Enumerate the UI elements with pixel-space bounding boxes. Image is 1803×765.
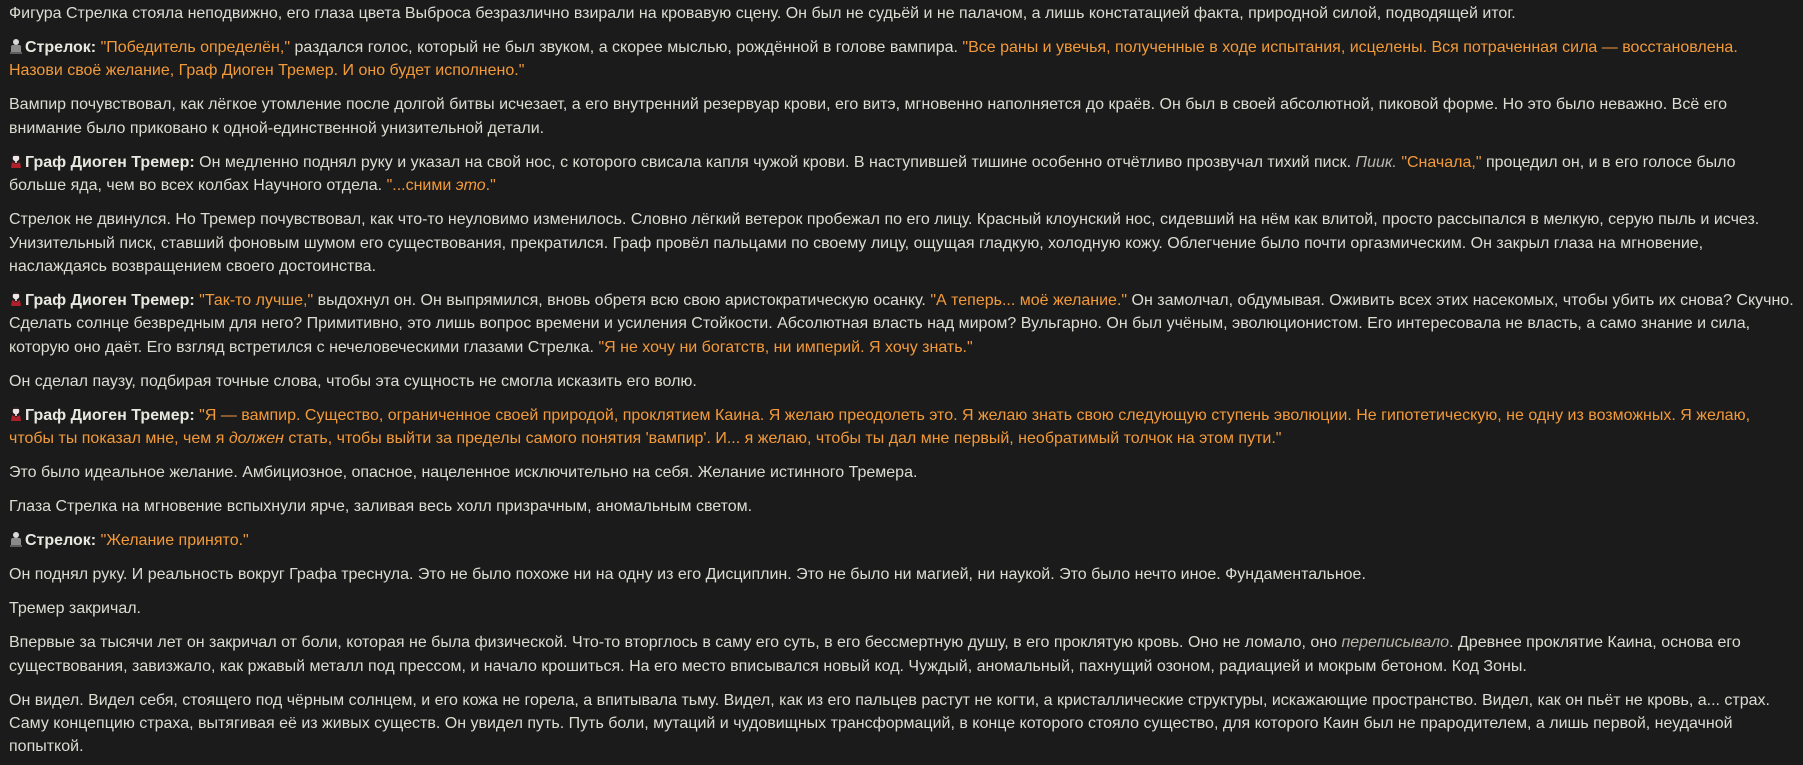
speaker-name: Стрелок:	[25, 39, 97, 56]
dialogue-paragraph	[9, 529, 1794, 552]
narration-paragraph	[9, 563, 1794, 586]
quote-text: "Сначала,"	[1401, 153, 1482, 171]
text-span: Он сделал паузу, подбирая точные слова, чтобы эта сущность не смогла исказить его волю.	[9, 372, 697, 390]
quote-text: "Победитель определён,"	[100, 39, 290, 56]
emphasis-text: переписывало	[1341, 634, 1450, 652]
text-span: процедил он, и в его голосе было больше яда, чем во всех колбах Научного отдела.	[9, 153, 1736, 195]
text-span: Стрелок не двинулся. Но Тремер почувствовал, как что-то неуловимо изменилось. Словно лёгкий ветерок пробежал по его лицу. Красный клоунский нос, сидевший на нём как влитой, просто рассыпался в мелкую, серую пыль и исчез. Унизительный писк, ставший фоновым шумом его существования, прекратился. Граф провёл пальцами по своему лицу, ощущая гладкую, холодную кожу. Облегчение было почти оргазмическим. Он закрыл глаза на мгновение, наслаждаясь возвращением своего достоинства.	[9, 211, 1760, 276]
narration-paragraph	[9, 2, 1794, 25]
text-span: выдохнул он. Он выпрямился, вновь обретя всю свою аристократическую осанку.	[313, 292, 931, 310]
quote-text: "Желание принято."	[100, 532, 249, 550]
text-span: Тремер закричал.	[9, 600, 141, 618]
speaker-name: Граф Диоген Тремер:	[25, 292, 195, 310]
narration-paragraph	[9, 370, 1794, 393]
text-span: Он видел. Видел себя, стоящего под чёрным солнцем, и его кожа не горела, а впитывала тьму. Видел, как из его пальцев растут не когти, а кристаллические структуры, искажающие пространство. Видел, как он пьёт не кровь, а... страх. Саму концепцию страха, вытягивая её из живых существ. Он увидел путь. Путь боли, мутаций и чудовищных трансформаций, в конце которого стояло существо, для которого Каин был не прародителем, а лишь первой, неудачной попыткой.	[9, 691, 1770, 756]
gravestone-icon	[9, 38, 23, 54]
text-span: Фигура Стрелка стояла неподвижно, его глаза цвета Выброса безразлично взирали на кровавую сцену. Он был не судьёй и не палачом, а лишь констатацией факта, природной силой, подводящей итог.	[9, 5, 1516, 22]
narration-paragraph	[9, 689, 1794, 759]
narration-paragraph	[9, 495, 1794, 518]
quote-text: "Так-то лучше,"	[199, 292, 314, 310]
dialogue-paragraph	[9, 36, 1794, 83]
dialogue-paragraph	[9, 404, 1794, 451]
quote-emphasis: это	[455, 177, 486, 195]
vampire-icon	[9, 291, 23, 307]
text-span: Это было идеальное желание. Амбициозное, опасное, нацеленное исключительно на себя. Желание истинного Тремера.	[9, 464, 918, 482]
quote-text: стать, чтобы выйти за пределы самого понятия 'вампир'. И... я желаю, чтобы ты дал мне первый, необратимый толчок на этом пути."	[283, 430, 1282, 448]
dialogue-paragraph	[9, 289, 1794, 359]
speaker-name: Граф Диоген Тремер:	[25, 406, 195, 424]
vampire-icon	[9, 406, 23, 422]
quote-text: "Я не хочу ни богатств, ни империй. Я хочу знать."	[598, 338, 973, 356]
dialogue-paragraph	[9, 151, 1794, 198]
speaker-name: Граф Диоген Тремер:	[25, 153, 195, 171]
narration-paragraph	[9, 597, 1794, 620]
text-span: раздался голос, который не был звуком, а скорее мыслью, рождённой в голове вампира.	[290, 39, 963, 56]
quote-text: "...сними	[386, 177, 456, 195]
text-span: Глаза Стрелка на мгновение вспыхнули ярче, заливая весь холл призрачным, аномальным светом.	[9, 498, 753, 516]
narration-paragraph	[9, 208, 1794, 278]
text-span: Вампир почувствовал, как лёгкое утомление после долгой битвы исчезает, а его внутренний резервуар крови, его витэ, мгновенно наполняется до краёв. Он был в своей абсолютной, пиковой форме. Но это было неважно. Всё его внимание было приковано к одной-единственной унизительной детали.	[9, 96, 1727, 137]
quote-text: ."	[485, 177, 496, 195]
text-span: Он поднял руку. И реальность вокруг Графа треснула. Это не было похоже ни на одну из его Дисциплин. Это не было ни магией, ни наукой. Это было нечто иное. Фундаментальное.	[9, 566, 1366, 584]
quote-text: "Я — вампир. Существо, ограниченное своей природой, проклятием Каина. Я желаю преодолеть это. Я желаю знать свою следующую ступень эволюции. Не гипотетическую, не одну из возможных. Я желаю, чтобы ты показал мне, чем я	[9, 406, 1751, 448]
narration-paragraph	[9, 93, 1794, 140]
quote-text: "А теперь... моё желание."	[930, 292, 1128, 310]
narration-paragraph	[9, 631, 1794, 678]
text-span: Он медленно поднял руку и указал на свой нос, с которого свисала капля чужой крови. В наступившей тишине особенно отчётливо прозвучал тихий писк.	[194, 153, 1356, 171]
text-span: Впервые за тысячи лет он закричал от боли, которая не была физической. Что-то вторглось в саму его суть, в его бессмертную душу, в его проклятую кровь. Оно не ломало, оно	[9, 634, 1342, 652]
text-span: Он замолчал, обдумывая. Оживить всех этих насекомых, чтобы убить их снова? Скучно. Сделать солнце безвредным для него? Примитивно, это лишь вопрос времени и усиления Стойкости. Абсолютная власть над миром? Вульгарно. Он был учёным, эволюционистом. Его интересовала не власть, а само знание и сила, которую оно даёт. Его взгляд встретился с нечеловеческими глазами Стрелка.	[9, 292, 1794, 356]
speaker-name: Стрелок:	[25, 532, 97, 550]
text-span: . Древнее проклятие Каина, основа его существования, завизжало, как ржавый металл под прессом, и начало крошиться. На его место вписывался новый код. Чуждый, аномальный, пахнущий озоном, радиацией и мокрым бетоном. Код Зоны.	[9, 634, 1741, 675]
quote-emphasis: должен	[228, 430, 284, 448]
gravestone-icon	[9, 531, 23, 547]
emphasis-text: Пиик.	[1355, 153, 1397, 171]
narration-paragraph	[9, 461, 1794, 484]
quote-text: "Все раны и увечья, полученные в ходе испытания, исцелены. Вся потраченная сила — восстановлена. Назови своё желание, Граф Диоген Тремер. И оно будет исполнено."	[9, 39, 1738, 80]
vampire-icon	[9, 153, 23, 169]
